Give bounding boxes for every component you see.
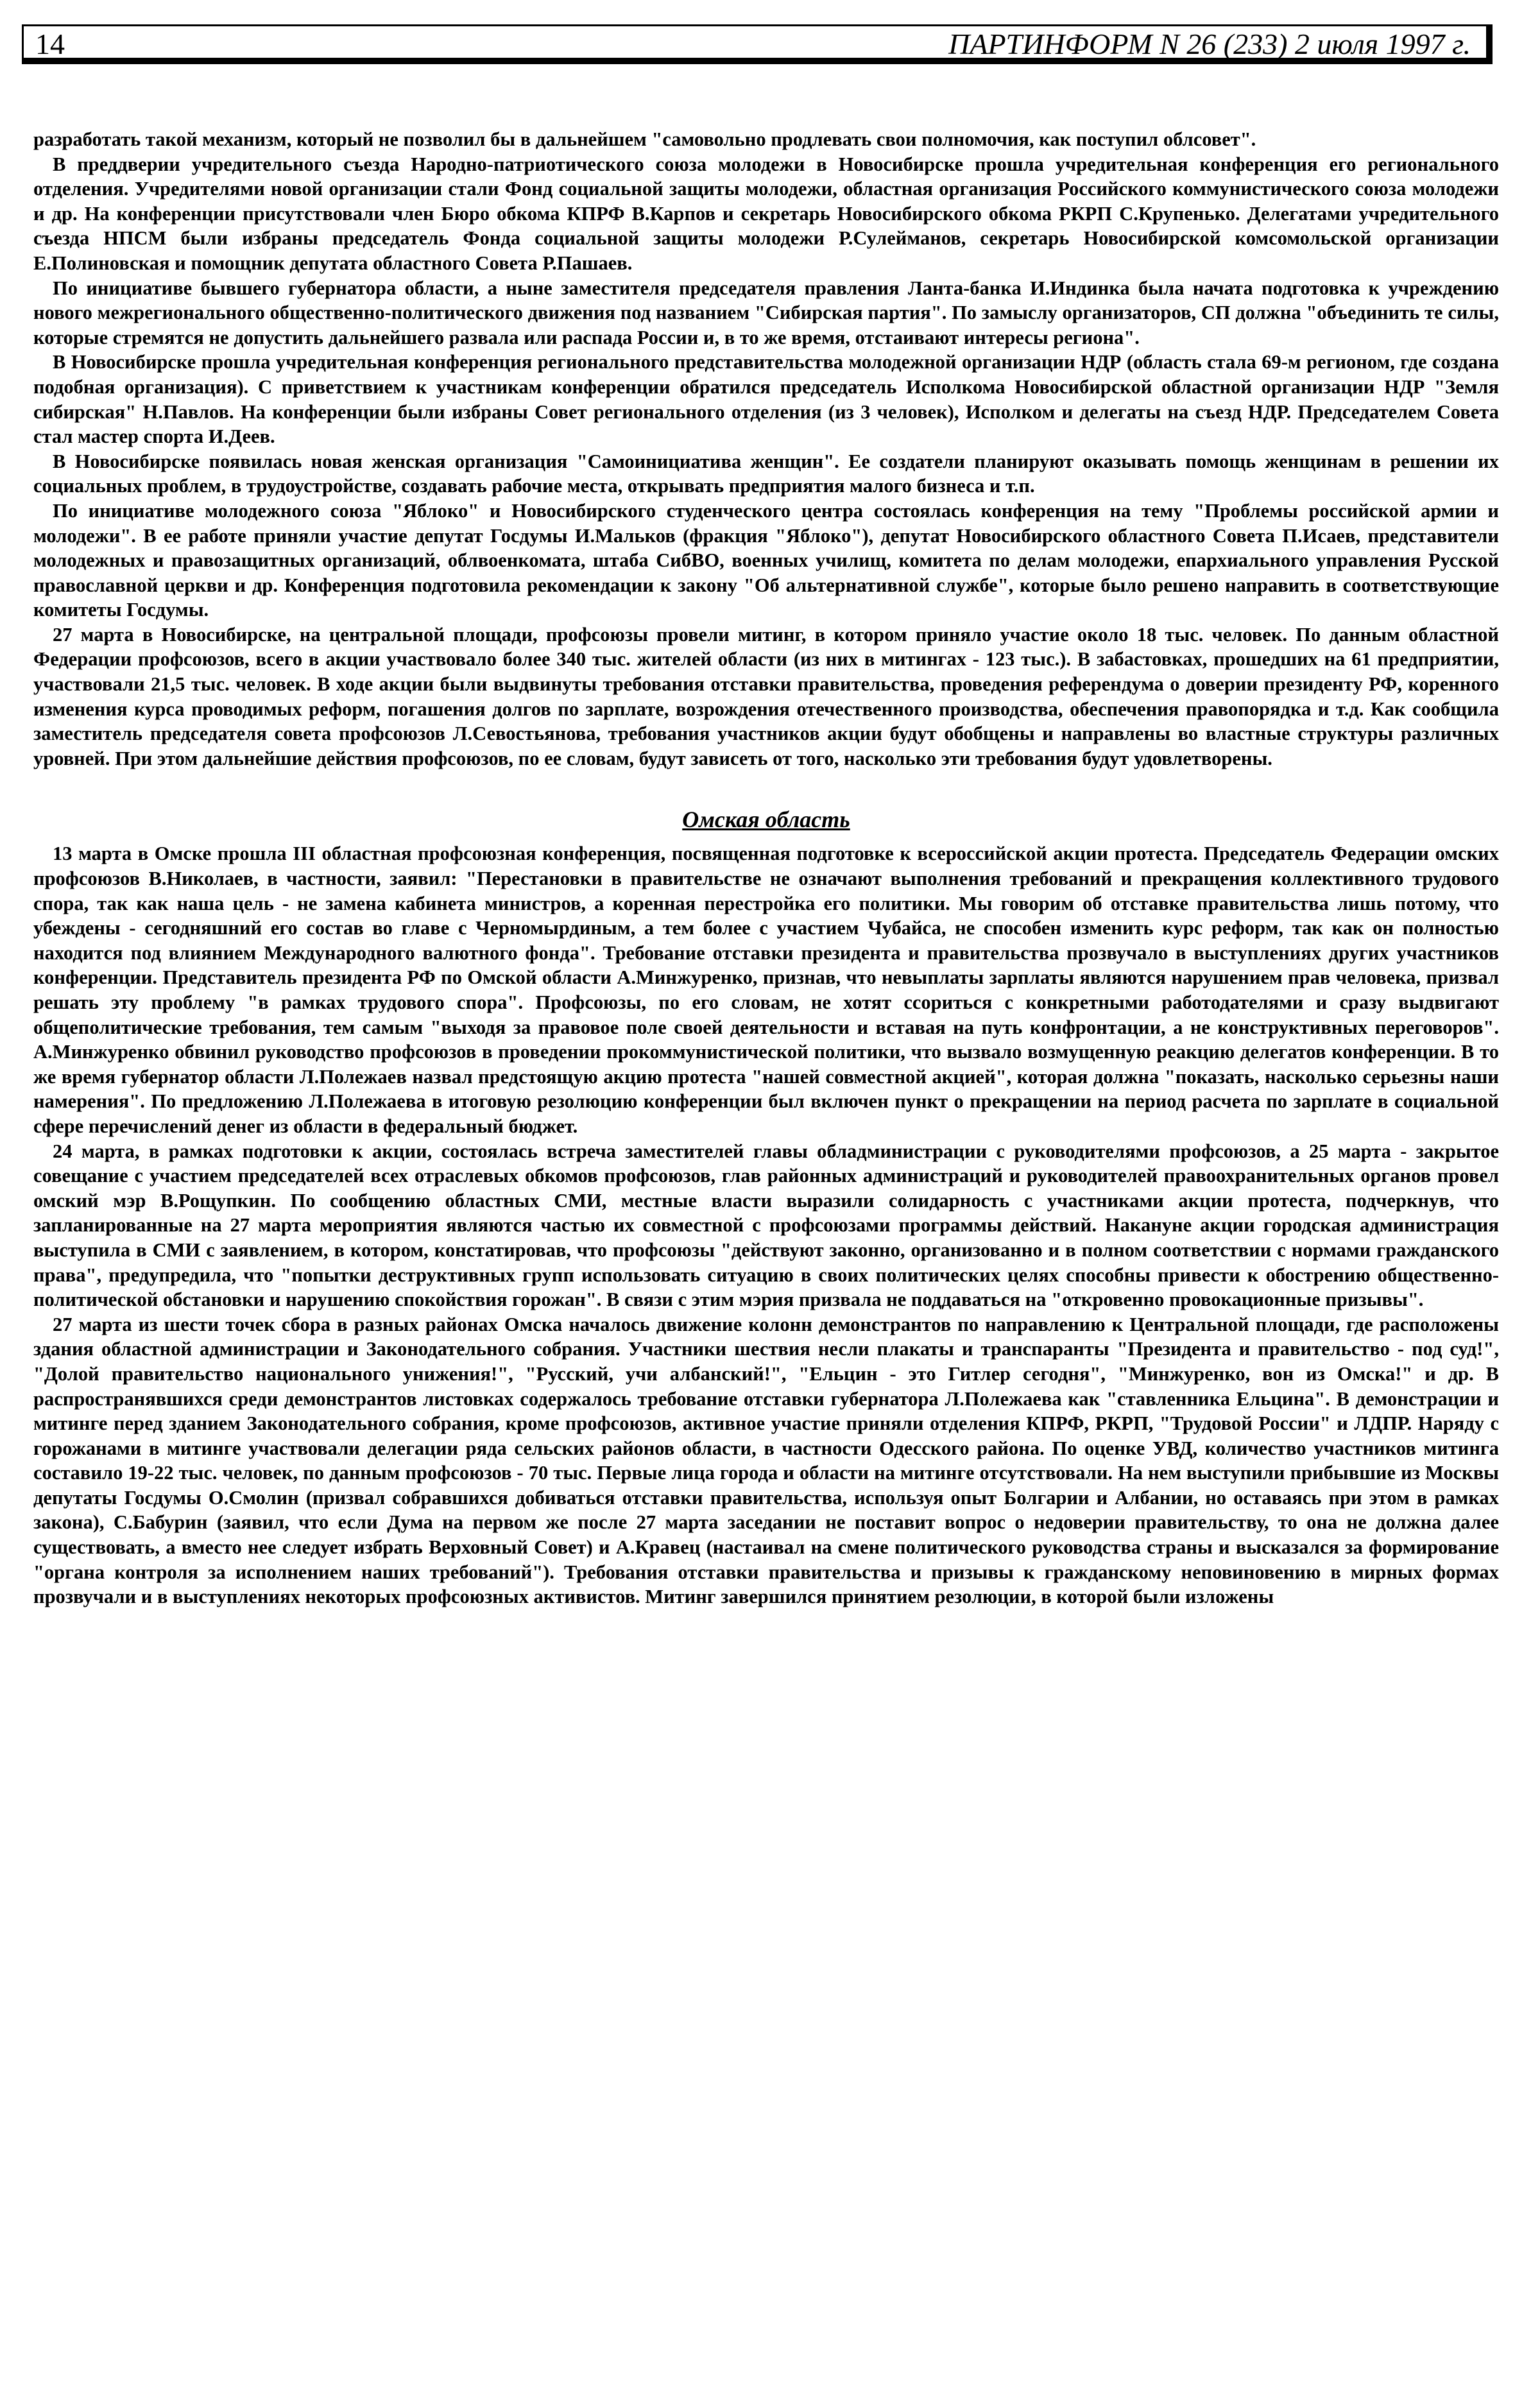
paragraph: По инициативе молодежного союза "Яблоко" и Новосибирского студенческого центра состоялась конференция на тему "Проблемы российской армии и молодежи". В ее работе приняли участие депутат Госдумы И.Мальков (фракция "Яблоко"), депутат Новосибирского областного Совета П.Исаев, представители молодежных и правозащитных организаций, облвоенкомата, штаба СибВО, военных училищ, комитета по делам молодежи, епархиального управления Русской православной церкви и др. Конференция подготовила рекомендации к закону "Об альтернативной службе", которые было решено направить в соответствующие комитеты Госдумы. — [33, 499, 1499, 621]
article-body — [33, 127, 1499, 1609]
paragraph: 24 марта, в рамках подготовки к акции, состоялась встреча заместителей главы обладминистрации с руководителями профсоюзов, а 25 марта - закрытое совещание с участием председателей всех отраслевых обкомов профсоюзов, глав районных администраций и руководителей правоохранительных органов провел омский мэр В.Рощупкин. По сообщению областных СМИ, местные власти выразили солидарность с участниками акции протеста, подчеркнув, что запланированные на 27 марта мероприятия являются частью их совместной с профсоюзами программы действий. Накануне акции городская администрация выступила в СМИ с заявлением, в котором, констатировав, что профсоюзы "действуют законно, организованно и в полном соответствии с нормами гражданского права", предупредила, что "попытки деструктивных групп использовать ситуацию в своих политических целях способны привести к обострению общественно-политической обстановки и нарушению спокойствия горожан". В связи с этим мэрия призвала не поддаваться на "откровенно провокационные призывы". — [33, 1140, 1499, 1311]
paragraph: 13 марта в Омске прошла III областная профсоюзная конференция, посвященная подготовке к всероссийской акции протеста. Председатель Федерации омских профсоюзов В.Николаев, в частности, заявил: "Перестановки в правительстве не означают выполнения требований и прекращения коллективного трудового спора, так как наша цель - не замена кабинета министров, а коренная перестройка его политики. Мы говорим об отставке правительства лишь потому, что убеждены - сегодняшний его состав во главе с Черномырдиным, а тем более с участием Чубайса, не способен изменить курс реформ, так как он полностью находится под влиянием Международного валютного фонда". Требование отставки президента и правительства прозвучало в выступлениях других участников конференции. Представитель президента РФ по Омской области А.Минжуренко, признав, что невыплаты зарплаты являются нарушением прав человека, призвал решать эту проблему "в рамках трудового спора". Профсоюзы, по его словам, не хотят ссориться с конкретными работодателями и сразу выдвигают общеполитические требования, тем самым "выходя за правовое поле своей деятельности и вставая на путь конфронтации, а не конструктивных переговоров". А.Минжуренко обвинил руководство профсоюзов в проведении прокоммунистической политики, что вызвало возмущенную реакцию делегатов конференции. В то же время губернатор области Л.Полежаев назвал предстоящую акцию протеста "нашей совместной акцией", которая должна "показать, насколько серьезны наши намерения". По предложению Л.Полежаева в итоговую резолюцию конференции был включен пункт о прекращении на период расчета по зарплате в социальной сфере перечислений денег из области в федеральный бюджет. — [33, 843, 1499, 1137]
paragraph: В Новосибирске прошла учредительная конференция регионального представительства молодежной организации НДР (область стала 69-м регионом, где создана подобная организация). С приветствием к участникам конференции обратился председатель Исполкома Новосибирской областной организации НДР "Земля сибирская" Н.Павлов. На конференции были избраны Совет регионального отделения (из 3 человек), Исполком и делегаты на съезд НДР. Председателем Совета стал мастер спорта И.Деев. — [33, 351, 1499, 448]
paragraph: По инициативе бывшего губернатора области, а ныне заместителя председателя правления Ланта-банка И.Индинка была начата подготовка к учреждению нового межрегионального общественно-политического движения под названием "Сибирская партия". По замыслу организаторов, СП должна "объединить те силы, которые стремятся не допустить дальнейшего развала или распада России и, в то же время, отстаивают интересы региона". — [33, 277, 1499, 348]
paragraph: В Новосибирске появилась новая женская организация "Самоинициатива женщин". Ее создатели планируют оказывать помощь женщинам в решении их социальных проблем, в трудоустройстве, создавать рабочие места, открывать предприятия малого бизнеса и т.п. — [33, 450, 1499, 497]
issue-title: ПАРТИНФОРМ N 26 (233) 2 июля 1997 г. — [948, 28, 1471, 60]
paragraph: 27 марта в Новосибирске, на центральной площади, профсоюзы провели митинг, в котором приняло участие около 18 тыс. человек. По данным областной Федерации профсоюзов, всего в акции участвовало более 340 тыс. жителей области (из них в митингах - 123 тыс.). В забастовках, прошедших на 61 предприятии, участвовали 21,5 тыс. человек. В ходе акции были выдвинуты требования отставки правительства, проведения референдума о доверии президенту РФ, коренного изменения курса проводимых реформ, погашения долгов по зарплате, возрождения отечественного производства, обеспечения правопорядка и т.д. Как сообщила заместитель председателя совета профсоюзов Л.Севостьянова, требования участников акции будут обобщены и направлены во властные структуры различных уровней. При этом дальнейшие действия профсоюзов, по ее словам, будут зависеть от того, насколько эти требования будут удовлетворены. — [33, 623, 1499, 769]
paragraph: В преддверии учредительного съезда Народно-патриотического союза молодежи в Новосибирске прошла учредительная конференция его регионального отделения. Учредителями новой организации стали Фонд социальной защиты молодежи, областная организация Российского коммунистического союза молодежи и др. На конференции присутствовали член Бюро обкома КПРФ В.Карпов и секретарь Новосибирского обкома РКРП С.Крупенько. Делегатами учредительного съезда НПСМ были избраны председатель Фонда социальной защиты молодежи Р.Сулейманов, секретарь Новосибирской комсомольской организации Е.Полиновская и помощник депутата областного Совета Р.Пашаев. — [33, 153, 1499, 274]
section-heading: Омская область — [682, 807, 850, 833]
paragraph: разработать такой механизм, который не позволил бы в дальнейшем "самовольно продлевать свои полномочия, как поступил облсовет". — [33, 128, 1256, 150]
page-number: 14 — [35, 28, 65, 60]
page-header — [22, 24, 1493, 64]
paragraph: 27 марта из шести точек сбора в разных районах Омска началось движение колонн демонстрантов по направлению к Центральной площади, где расположены здания областной администрации и Законодательного собрания. Участники шествия несли плакаты и транспаранты "Президента и правительство - под суд!", "Долой правительство национального унижения!", "Русский, учи албанский!", "Ельцин - это Гитлер сегодня", "Минжуренко, вон из Омска!" и др. В распространявшихся среди демонстрантов листовках содержалось требование отставки губернатора Л.Полежаева как "ставленника Ельцина". В демонстрации и митинге перед зданием Законодательного собрания, кроме профсоюзов, активное участие приняли отделения КПРФ, РКРП, "Трудовой России" и ЛДПР. Наряду с горожанами в митинге участвовали делегации ряда сельских районов области, в частности Одесского района. По оценке УВД, количество участников митинга составило 19-22 тыс. человек, по данным профсоюзов - 70 тыс. Первые лица города и области на митинге отсутствовали. На нем выступили прибывшие из Москвы депутаты Госдумы О.Смолин (призвал собравшихся добиваться отставки правительства, используя опыт Болгарии и Албании, но оставаясь при этом в рамках закона), С.Бабурин (заявил, что если Дума на первом же после 27 марта заседании не поставит вопрос о недоверии правительству, то она не должна далее существовать, а вместо нее следует избрать Верховный Совет) и А.Кравец (настаивал на смене политического руководства страны и высказался за формирование "органа контроля за исполнением наших требований"). Требования отставки правительства и призывы к гражданскому неповиновению в мирных формах прозвучали и в выступлениях некоторых профсоюзных активистов. Митинг завершился принятием резолюции, в которой были изложены — [33, 1313, 1499, 1608]
